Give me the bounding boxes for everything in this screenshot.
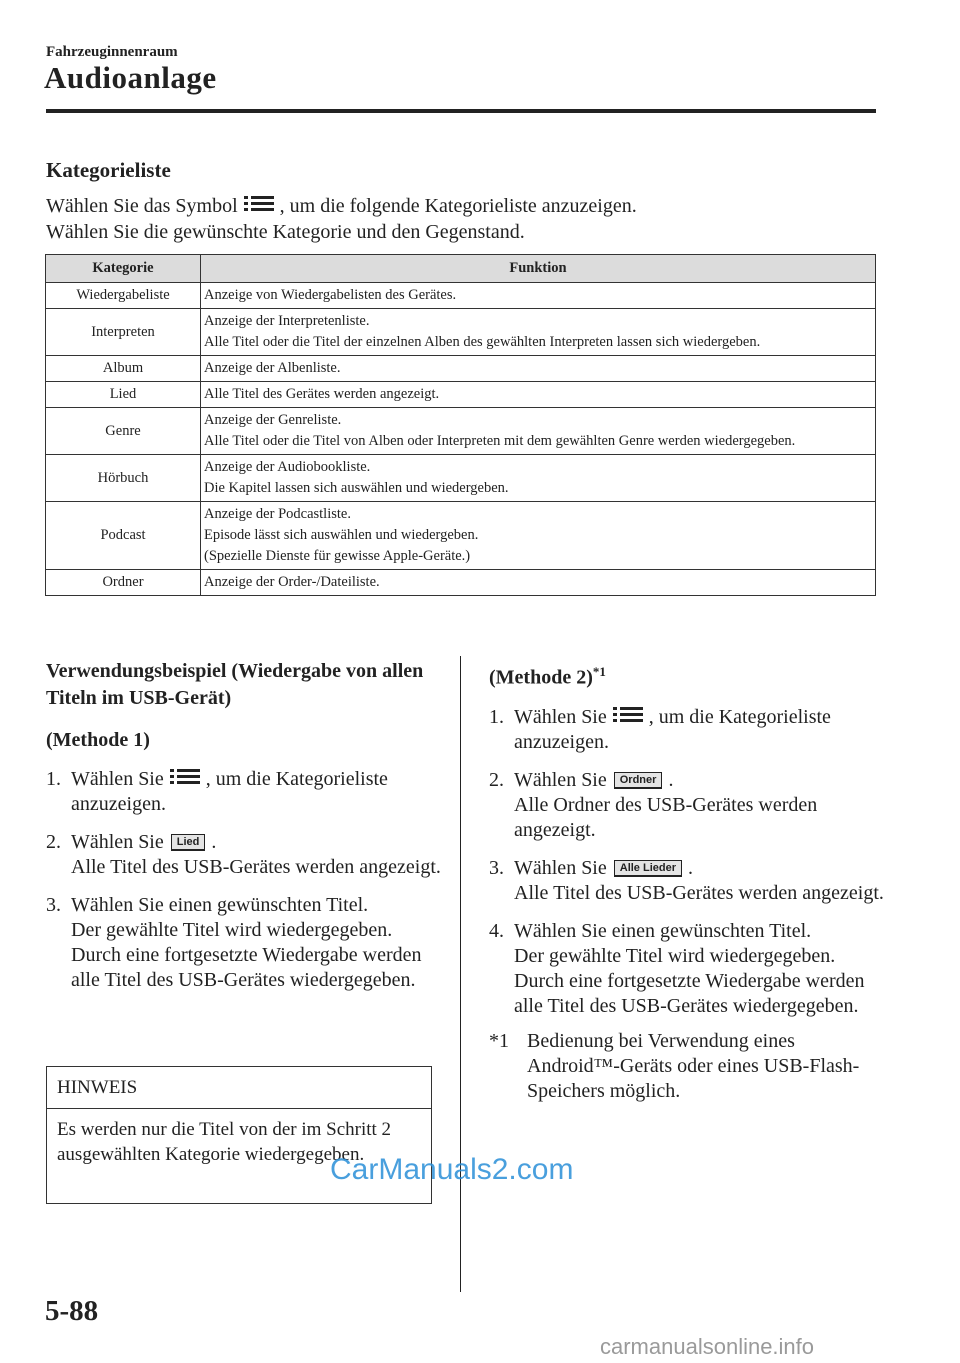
- intro-line-2: Wählen Sie die gewünschte Kategorie und den Gegenstand.: [46, 221, 525, 243]
- chapter-title: Audioanlage: [44, 60, 217, 95]
- step-text: .: [668, 768, 674, 791]
- footnote-text: Bedienung bei Verwendung eines Android™-Geräts oder eines USB-Flash-Speichers möglich.: [527, 1029, 860, 1102]
- kategorie-cell: Album: [46, 356, 201, 382]
- page-number: 5-88: [45, 1295, 99, 1327]
- intro1-before: Wählen Sie das Symbol: [46, 195, 238, 217]
- right-step-1: [489, 705, 889, 755]
- funktion-line: Die Kapitel lassen sich auswählen und wiedergeben.: [204, 480, 509, 496]
- footnote-ref: *1: [592, 664, 606, 679]
- funktion-cell: [201, 408, 876, 455]
- step-number: 2.: [46, 831, 61, 853]
- funktion-cell: [201, 502, 876, 570]
- step-number: 1.: [489, 705, 504, 728]
- alle-lieder-button-label: Alle Lieder: [614, 860, 682, 877]
- table-row: [46, 502, 876, 570]
- lied-button-label: Lied: [171, 834, 206, 851]
- example-heading: Verwendungsbeispiel (Wiedergabe von allen Titeln im USB-Gerät): [46, 660, 424, 709]
- funktion-cell: [201, 283, 876, 309]
- funktion-line: Alle Titel oder die Titel der einzelnen Alben des gewählten Interpreten lassen sich wiedergeben.: [204, 334, 761, 350]
- step-number: 3.: [489, 856, 504, 879]
- right-step-3: [489, 856, 889, 906]
- kategorie-cell: Interpreten: [46, 309, 201, 356]
- watermark-online: carmanualsonline.info: [600, 1334, 815, 1359]
- funktion-line: Alle Titel oder die Titel von Alben oder Interpreten mit dem gewählten Genre werden wiedergegeben.: [204, 433, 796, 449]
- left-column: [46, 658, 441, 993]
- header-funktion: Funktion: [201, 255, 876, 283]
- step-text: Wählen Sie: [71, 831, 164, 853]
- funktion-line: Anzeige von Wiedergabelisten des Gerätes.: [204, 287, 457, 303]
- table-row: [46, 309, 876, 356]
- funktion-line: Anzeige der Interpretenliste.: [204, 313, 370, 329]
- footnote: [489, 1029, 889, 1104]
- table-row: [46, 283, 876, 309]
- category-table: [45, 254, 876, 596]
- step-text: Wählen Sie einen gewünschten Titel.: [71, 894, 369, 916]
- funktion-line: Alle Titel des Gerätes werden angezeigt.: [204, 386, 440, 402]
- step-text: Wählen Sie: [514, 856, 607, 879]
- table-row: [46, 382, 876, 408]
- list-menu-icon: [170, 768, 200, 786]
- step-text: .: [211, 831, 217, 853]
- ordner-button-label: Ordner: [614, 772, 663, 789]
- kategorie-cell: Lied: [46, 382, 201, 408]
- column-divider: [460, 656, 461, 1292]
- funktion-cell: [201, 455, 876, 502]
- table-row: [46, 408, 876, 455]
- kategorie-cell: Hörbuch: [46, 455, 201, 502]
- step-text: , um die Kategorieliste anzuzeigen.: [514, 705, 831, 753]
- funktion-cell: [201, 382, 876, 408]
- intro-line-1: [46, 195, 637, 218]
- watermark-carmanuals: CarManuals2.com: [330, 1153, 574, 1186]
- right-step-4: [489, 919, 889, 1019]
- funktion-line: Anzeige der Audiobookliste.: [204, 459, 371, 475]
- step-number: 1.: [46, 768, 61, 790]
- table-body: [46, 283, 876, 596]
- right-step-2: [489, 768, 889, 843]
- step-text: Der gewählte Titel wird wiedergegeben. Durch eine fortgesetzte Wiedergabe werden alle Titel des USB-Gerätes wiedergegeben.: [514, 944, 865, 1017]
- step-number: 4.: [489, 919, 504, 942]
- method-2-label: (Methode 2): [489, 666, 593, 689]
- list-menu-icon: [613, 706, 643, 724]
- funktion-cell: [201, 309, 876, 356]
- left-step-3: [46, 893, 441, 993]
- left-step-2: [46, 830, 441, 880]
- step-number: 2.: [489, 768, 504, 791]
- step-text: Alle Titel des USB-Gerätes werden angezeigt.: [71, 856, 441, 878]
- footnote-marker: *1: [489, 1029, 509, 1052]
- kategorieliste-heading: Kategorieliste: [46, 158, 171, 182]
- right-column: [489, 658, 889, 1104]
- table-header-row: [46, 255, 876, 283]
- funktion-line: Anzeige der Genreliste.: [204, 412, 342, 428]
- funktion-line: Episode lässt sich auswählen und wiedergeben.: [204, 527, 479, 543]
- method-1-heading: (Methode 1): [46, 729, 150, 751]
- step-text: Der gewählte Titel wird wiedergegeben. Durch eine fortgesetzte Wiedergabe werden alle Titel des USB-Gerätes wiedergegeben.: [71, 919, 422, 991]
- step-number: 3.: [46, 894, 61, 916]
- funktion-cell: [201, 570, 876, 596]
- table-row: [46, 455, 876, 502]
- table-row: [46, 356, 876, 382]
- table-row: [46, 570, 876, 596]
- kategorie-cell: Ordner: [46, 570, 201, 596]
- step-text: , um die Kategorieliste anzuzeigen.: [71, 768, 388, 815]
- hinweis-text: Es werden nur die Titel von der im Schritt 2 ausgewählten Kategorie wiedergegeben.: [57, 1119, 392, 1165]
- intro1-after: , um die folgende Kategorieliste anzuzeigen.: [279, 195, 637, 217]
- step-text: Wählen Sie: [514, 768, 607, 791]
- step-text: Alle Ordner des USB-Gerätes werden angezeigt.: [514, 793, 818, 841]
- kategorie-cell: Podcast: [46, 502, 201, 570]
- section-label: Fahrzeuginnenraum: [46, 44, 178, 60]
- step-text: Wählen Sie: [71, 768, 164, 790]
- funktion-line: (Spezielle Dienste für gewisse Apple-Geräte.): [204, 548, 471, 564]
- step-text: Alle Titel des USB-Gerätes werden angezeigt.: [514, 881, 884, 904]
- list-menu-icon: [244, 195, 274, 213]
- kategorie-cell: Genre: [46, 408, 201, 455]
- step-text: Wählen Sie: [514, 705, 607, 728]
- funktion-line: Anzeige der Order-/Dateiliste.: [204, 574, 380, 590]
- step-text: Wählen Sie einen gewünschten Titel.: [514, 919, 812, 942]
- method-2-heading: [489, 658, 889, 692]
- kategorie-cell: Wiedergabeliste: [46, 283, 201, 309]
- left-step-1: [46, 767, 441, 817]
- header-kategorie: Kategorie: [46, 255, 201, 283]
- funktion-line: Anzeige der Podcastliste.: [204, 506, 351, 522]
- hinweis-title: HINWEIS: [47, 1067, 431, 1109]
- step-text: .: [688, 856, 693, 879]
- funktion-cell: [201, 356, 876, 382]
- header-rule: [46, 109, 876, 113]
- funktion-line: Anzeige der Albenliste.: [204, 360, 341, 376]
